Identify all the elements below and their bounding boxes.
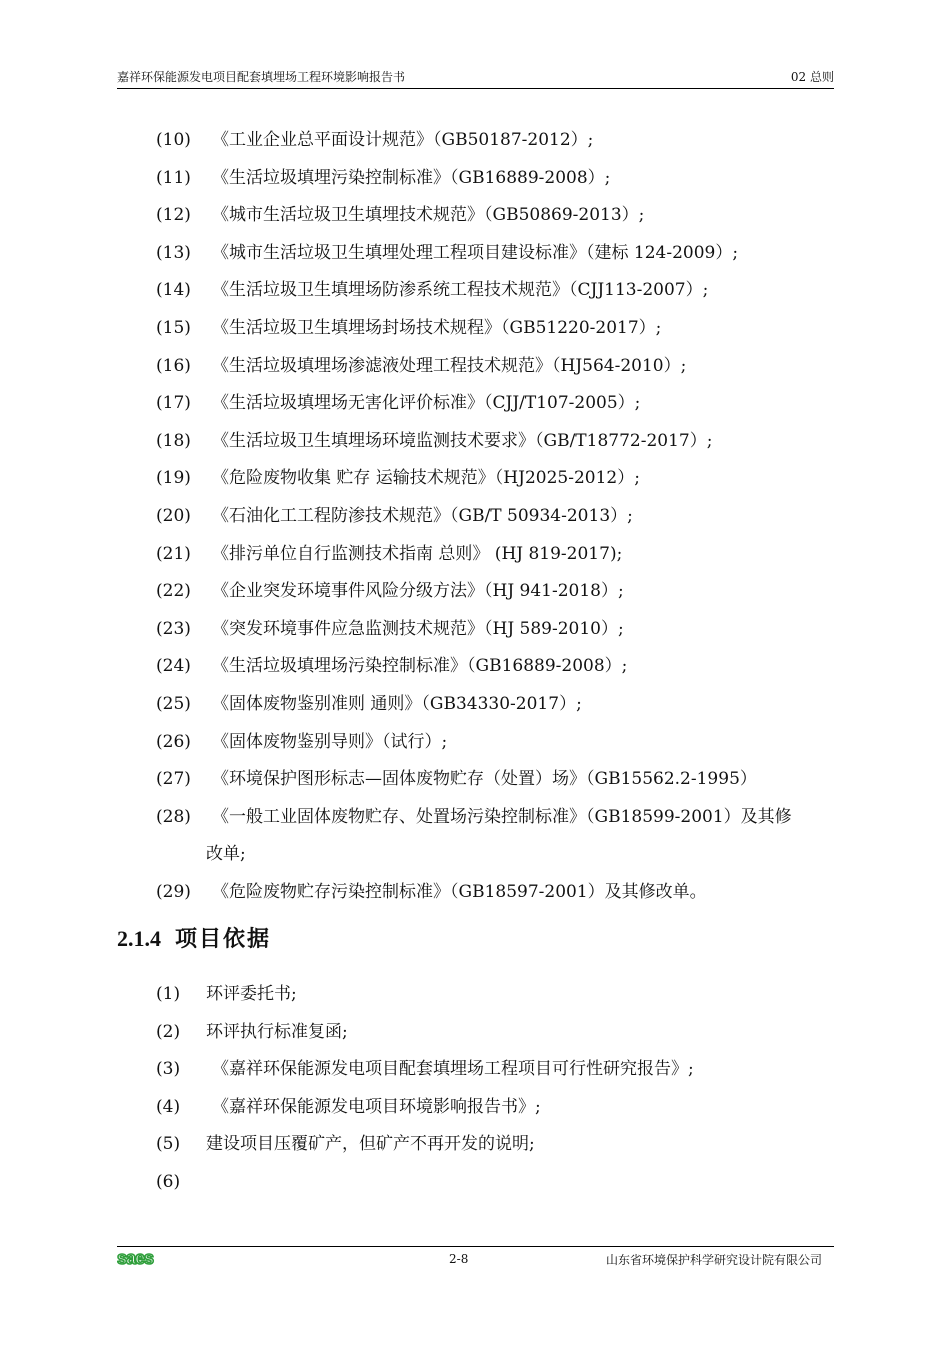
list-item: (6) bbox=[156, 1171, 181, 1192]
basis-list bbox=[156, 976, 846, 1202]
list-item: (1) 环评委托书; bbox=[156, 984, 297, 1004]
standards-list bbox=[156, 122, 846, 911]
list-item: (28) 《一般工业固体废物贮存、处置场污染控制标准》（GB18599-2001）及其修 改单; bbox=[156, 806, 792, 865]
svg-text:saes: saes bbox=[117, 1250, 154, 1266]
section-number: 2.1.4 bbox=[117, 926, 161, 951]
list-item: (3) 《嘉祥环保能源发电项目配套填埋场工程项目可行性研究报告》; bbox=[156, 1059, 694, 1080]
section-heading bbox=[117, 922, 271, 953]
list-item: (26) 《固体废物鉴别导则》（试行）; bbox=[156, 731, 448, 752]
saes-logo-icon bbox=[117, 1250, 181, 1266]
list-item: (24) 《生活垃圾填埋场污染控制标准》（GB16889-2008）; bbox=[156, 656, 628, 677]
organization-name: 山东省环境保护科学研究设计院有限公司 bbox=[605, 1253, 822, 1267]
list-item: (22) 《企业突发环境事件风险分级方法》（HJ 941-2018）; bbox=[156, 581, 624, 602]
section-title: 项目依据 bbox=[175, 926, 272, 952]
list-item: (23) 《突发环境事件应急监测技术规范》（HJ 589-2010）; bbox=[156, 618, 624, 639]
list-item: (13) 《城市生活垃圾卫生填埋处理工程项目建设标准》（建标 124-2009）; bbox=[156, 242, 739, 263]
list-item: (12) 《城市生活垃圾卫生填埋技术规范》（GB50869-2013）; bbox=[156, 205, 645, 226]
list-item: (21) 《排污单位自行监测技术指南 总则》 (HJ 819-2017); bbox=[156, 543, 623, 564]
list-item: (14) 《生活垃圾卫生填埋场防渗系统工程技术规范》（CJJ113-2007）; bbox=[156, 280, 709, 301]
list-item: (11) 《生活垃圾填埋污染控制标准》（GB16889-2008）; bbox=[156, 167, 611, 188]
list-item: (15) 《生活垃圾卫生填埋场封场技术规程》（GB51220-2017）; bbox=[156, 317, 662, 338]
list-item: (2) 环评执行标准复函; bbox=[156, 1021, 348, 1042]
list-item: (17) 《生活垃圾填埋场无害化评价标准》（CJJ/T107-2005）; bbox=[156, 393, 641, 414]
list-item: (18) 《生活垃圾卫生填埋场环境监测技术要求》（GB/T18772-2017）; bbox=[156, 430, 713, 451]
list-item: (27) 《环境保护图形标志—固体废物贮存（处置）场》（GB15562.2-1995） bbox=[156, 769, 757, 790]
list-item: (20) 《石油化工工程防渗技术规范》（GB/T 50934-2013）; bbox=[156, 505, 633, 526]
document-title: 嘉祥环保能源发电项目配套填埋场工程环境影响报告书 bbox=[117, 70, 406, 84]
list-item: (10) 《工业企业总平面设计规范》（GB50187-2012）; bbox=[156, 130, 594, 150]
page-number: 2-8 bbox=[449, 1252, 469, 1266]
page-header bbox=[117, 66, 834, 89]
list-item: (16) 《生活垃圾填埋场渗滤液处理工程技术规范》（HJ564-2010）; bbox=[156, 355, 687, 376]
list-item: (25) 《固体废物鉴别准则 通则》（GB34330-2017）; bbox=[156, 693, 582, 714]
chapter-label: 02 总则 bbox=[790, 70, 834, 84]
list-item: (29) 《危险废物贮存污染控制标准》（GB18597-2001）及其修改单。 bbox=[156, 881, 707, 902]
list-item: (5) 建设项目压覆矿产，但矿产不再开发的说明; bbox=[156, 1134, 535, 1155]
footer-divider bbox=[117, 1246, 834, 1247]
list-item: (4) 《嘉祥环保能源发电项目环境影响报告书》; bbox=[156, 1096, 541, 1117]
list-item: (19) 《危险废物收集 贮存 运输技术规范》（HJ2025-2012）; bbox=[156, 468, 640, 489]
